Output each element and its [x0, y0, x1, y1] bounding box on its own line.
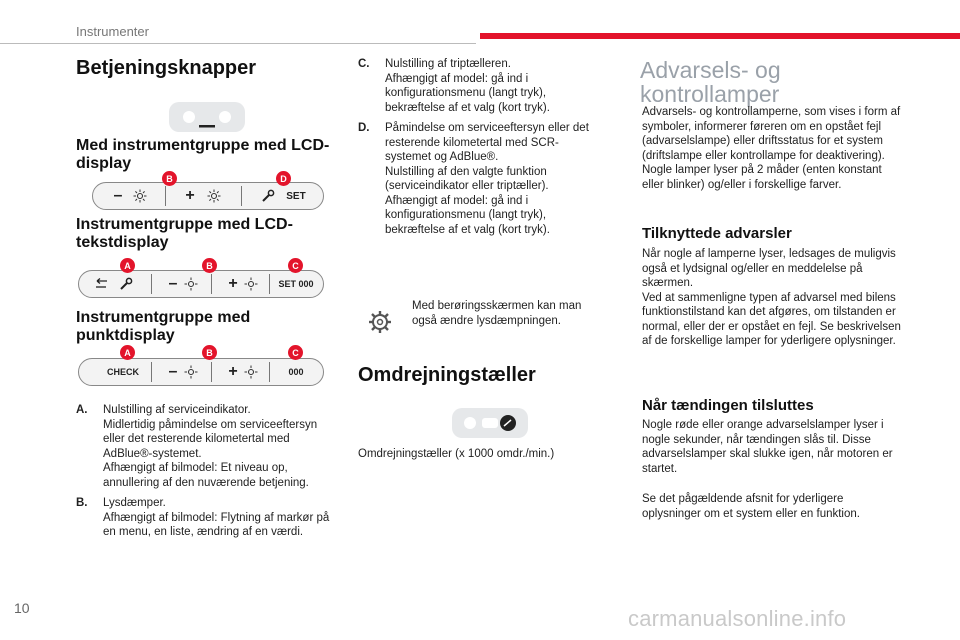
- controls-title: Betjeningsknapper: [76, 57, 257, 79]
- left-definition-list: [76, 403, 336, 546]
- rev-cluster-thumbnail-icon: [452, 408, 528, 438]
- panel2-minus-button[interactable]: –: [168, 275, 178, 292]
- more-info-text: Se det pågældende afsnit for yderligere oplysninger om et system eller en funktion.: [642, 493, 860, 520]
- definition-item-a: A. Nulstilling af serviceindikator. Midlertidig påmindelse om serviceeftersyn eller det resterende kilometertal med AdBlue®-systemet. Afhængigt af bilmodel: Et niveau op, annullering af den nuværende betjening.: [76, 404, 318, 489]
- watermark: carmanualsonline.info: [628, 606, 847, 631]
- dot-display-heading: Instrumentgruppe med punktdisplay: [76, 309, 251, 344]
- section-title: Instrumenter: [76, 24, 149, 39]
- middle-definition-list: [358, 57, 600, 243]
- definition-item-c: C. Nulstilling af triptælleren. Afhængigt af model: gå ind i konfigurationsmenu (langt tryk), bekræftelse af et valg (kort tryk).: [358, 58, 550, 114]
- gear-icon: [367, 309, 393, 335]
- badge-c: C: [288, 258, 303, 273]
- panel1-plus-button[interactable]: +: [185, 187, 195, 204]
- warning-lamps-intro: Advarsels- og kontrollamperne, som vises i form af symboler, informerer føreren om en opstået fejl (advarselslampe) eller driftsstatus for et system (driftslampe eller kontrollampe for deaktivering). Nogle lamper lyser på 2 måder (enten konstant eller blinker) og/eller i forskellige farver.: [642, 106, 901, 191]
- definition-text: Påmindelse om serviceeftersyn eller det resterende kilometertal med SCR-systemet og AdBlue®. Nulstilling af den valgte funktion (serviceindikator eller triptæller). Afhængigt af model: gå ind i konfigurationsmenu (langt tryk), bekræftelse af et valg (kort tryk).: [385, 122, 589, 236]
- panel3-zero-button[interactable]: 000: [288, 367, 304, 377]
- badge-c: C: [288, 345, 303, 360]
- panel-separator: [151, 274, 152, 294]
- panel-separator: [151, 362, 152, 382]
- note-text: Med berøringsskærmen kan man også ændre lysdæmpningen.: [412, 300, 582, 327]
- panel-separator: [211, 274, 212, 294]
- badge-b: B: [202, 345, 217, 360]
- definition-item-d: D. Påmindelse om serviceeftersyn eller det resterende kilometertal med SCR-systemet og AdBlue®. Nulstilling af den valgte funktion (serviceindikator eller triptæller). Afhængigt af model: gå ind i konfigurationsmenu (langt tryk), bekræftelse af et valg (kort tryk).: [358, 122, 589, 236]
- panel2-set-button[interactable]: SET 000: [278, 279, 314, 289]
- ignition-text: Nogle røde eller orange advarselslamper lyser i nogle sekunder, når tændingen slås til. Disse advarselslamper skal slukke igen, når motoren er startet.: [642, 419, 893, 475]
- control-panel-dot: [78, 358, 324, 386]
- badge-b: B: [202, 258, 217, 273]
- lcd-text-heading: Instrumentgruppe med LCD-tekstdisplay: [76, 216, 293, 251]
- brightness-icon: [181, 271, 201, 297]
- lcd-display-heading: Med instrumentgruppe med LCD-display: [76, 137, 330, 172]
- brightness-icon: [241, 271, 261, 297]
- panel2-plus-button[interactable]: +: [228, 275, 238, 292]
- panel1-minus-button[interactable]: –: [113, 187, 123, 204]
- definition-text: Nulstilling af triptælleren. Afhængigt af model: gå ind i konfigurationsmenu (langt tryk), bekræftelse af et valg (kort tryk).: [385, 58, 550, 114]
- cluster-thumbnail-icon: [169, 102, 245, 132]
- badge-d: D: [276, 171, 291, 186]
- wrench-icon: [115, 271, 137, 297]
- control-panel-lcd: [92, 182, 324, 210]
- panel3-plus-button[interactable]: +: [228, 363, 238, 380]
- panel-separator: [211, 362, 212, 382]
- brightness-icon: [241, 359, 261, 385]
- badge-a: A: [120, 258, 135, 273]
- ignition-heading: Når tændingen tilsluttes: [642, 397, 814, 414]
- brightness-icon: [129, 183, 151, 209]
- check-button[interactable]: CHECK: [106, 367, 139, 377]
- panel-separator: [241, 186, 242, 206]
- panel-separator: [269, 274, 270, 294]
- linked-warnings-heading: Tilknyttede advarsler: [642, 225, 792, 242]
- control-panel-text: [78, 270, 324, 298]
- panel1-set-button[interactable]: SET: [286, 190, 306, 202]
- warning-lamps-title: Advarsels- og kontrollamper: [640, 57, 781, 107]
- linked-warnings-text: Når nogle af lamperne lyser, ledsages de muligvis også et lydsignal og/eller en meddelelse på skærmen. Ved at sammenligne typen af advarsel med bilens funktionstilstand kan det afgøres, om tilstanden er normal, eller der er opstået en fejl. Se beskrivelsen af de forskellige lamper for yderligere oplysninger.: [642, 248, 901, 347]
- badge-a: A: [120, 345, 135, 360]
- definition-text: Lysdæmper. Afhængigt af bilmodel: Flytning af markør på en menu, en liste, ændring af en værdi.: [103, 497, 330, 538]
- rev-counter-title: Omdrejningstæller: [358, 364, 536, 386]
- page-number: 10: [14, 600, 30, 616]
- return-icon[interactable]: [89, 271, 113, 297]
- panel-separator: [165, 186, 166, 206]
- header-accent-bar: [480, 33, 960, 39]
- badge-b: B: [162, 171, 177, 186]
- rev-counter-text: Omdrejningstæller (x 1000 omdr./min.): [358, 448, 555, 460]
- header-divider: [0, 43, 476, 44]
- panel3-minus-button[interactable]: –: [168, 363, 178, 380]
- wrench-icon: [257, 183, 279, 209]
- brightness-icon: [203, 183, 225, 209]
- definition-text: Nulstilling af serviceindikator. Midlertidig påmindelse om serviceeftersyn eller det resterende kilometertal med AdBlue®-systemet. Afhængigt af bilmodel: Et niveau op, annullering af den nuværende betjening.: [103, 404, 318, 489]
- brightness-icon: [181, 359, 201, 385]
- definition-item-b: B. Lysdæmper. Afhængigt af bilmodel: Flytning af markør på en menu, en liste, ændring af en værdi.: [76, 497, 330, 538]
- panel-separator: [269, 362, 270, 382]
